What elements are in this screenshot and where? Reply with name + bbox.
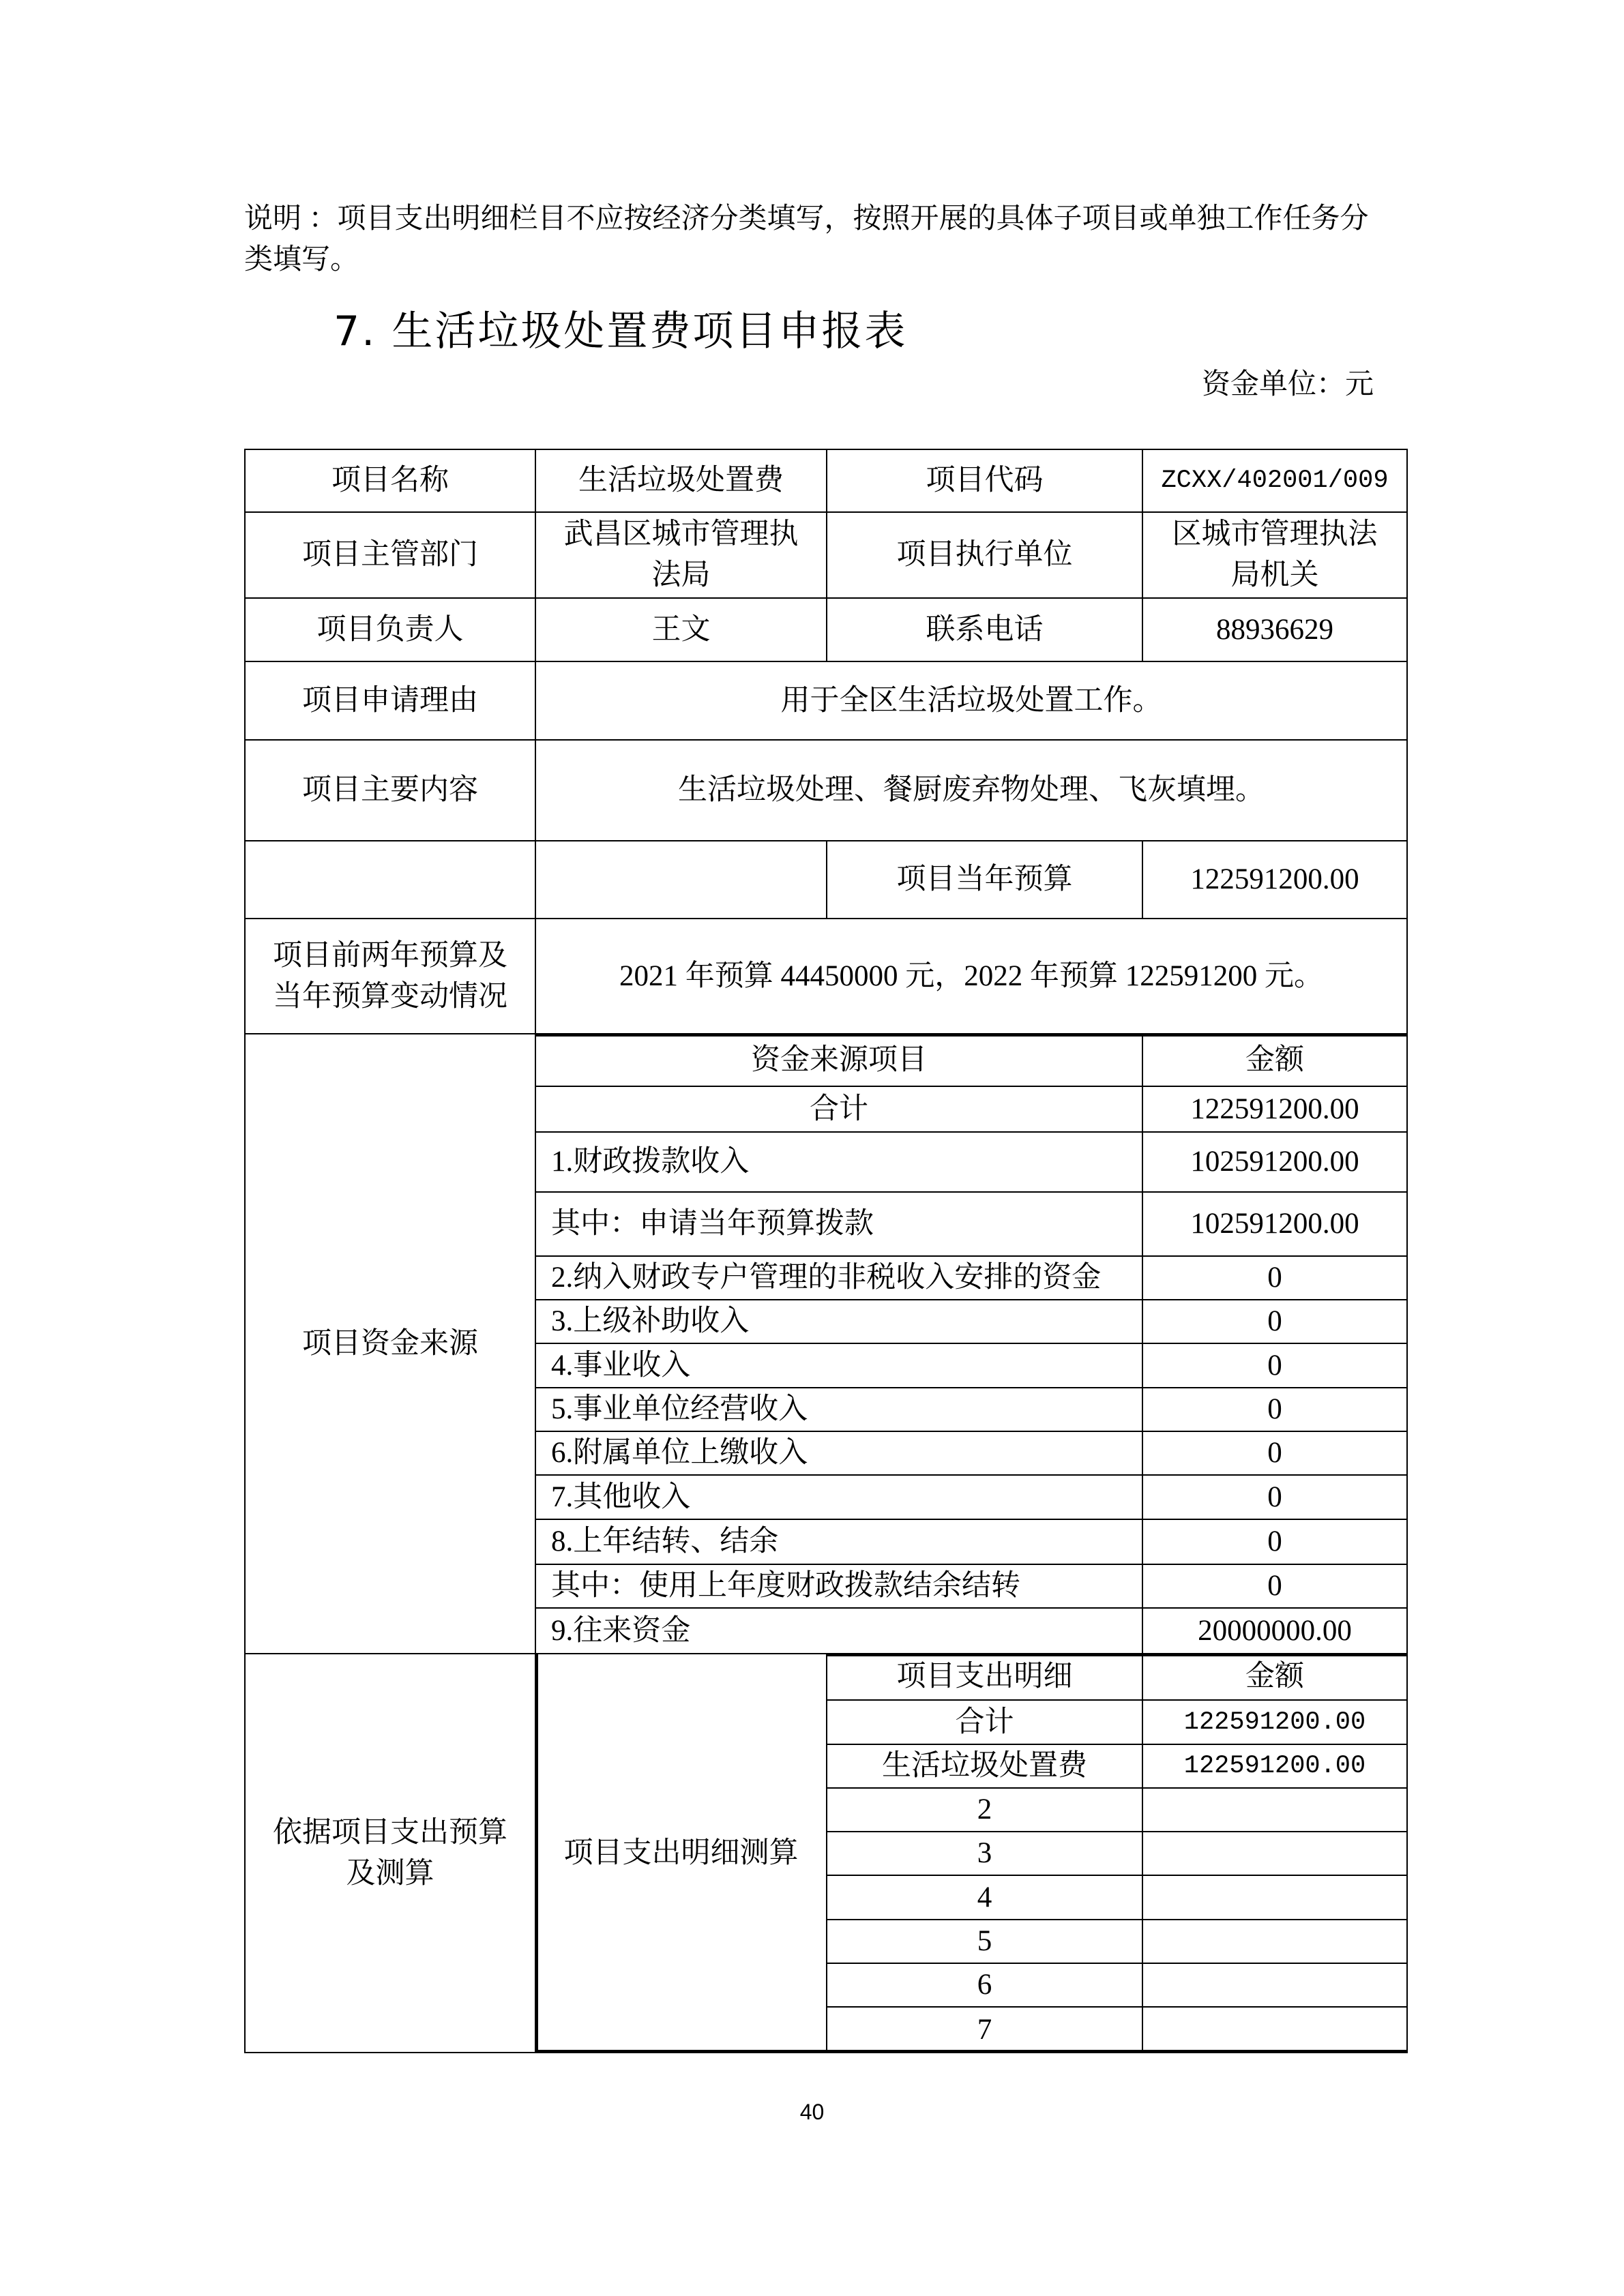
expenditure-section-label: 依据项目支出预算及测算: [246, 1654, 536, 2053]
expenditure-row-label: 3: [827, 1832, 1143, 1876]
explanatory-note: 说明 ：项目支出明细栏目不应按经济分类填写，按照开展的具体子项目或单独工作任务分类填写。: [244, 203, 1369, 275]
expenditure-row-label: 4: [827, 1876, 1143, 1920]
funding-row-amount: 0: [1143, 1344, 1408, 1388]
annual-budget-value: 122591200.00: [1143, 841, 1408, 919]
funding-row-label: 4.事业收入: [536, 1344, 1143, 1388]
currency-unit: 资金单位：元: [1201, 369, 1374, 400]
funding-row-amount: 102591200.00: [1143, 1133, 1408, 1193]
funding-row-label: 9.往来资金: [536, 1609, 1143, 1654]
funding-row-label: 7.其他收入: [536, 1476, 1143, 1520]
expenditure-row-amount-empty: [1143, 1964, 1408, 2008]
expenditure-row-label: 7: [827, 2008, 1143, 2053]
main-content-label: 项目主要内容: [246, 741, 536, 841]
project-name-value: 生活垃圾处置费: [536, 450, 827, 513]
project-declaration-table: [244, 449, 1408, 2053]
expenditure-row-label: 生活垃圾处置费: [827, 1745, 1143, 1789]
blank-cell: [246, 841, 536, 919]
expenditure-row-label: 2: [827, 1789, 1143, 1832]
budget-history-value: 2021 年预算 44450000 元，2022 年预算 122591200 元。: [536, 919, 1408, 1034]
expenditure-row-label: 6: [827, 1964, 1143, 2008]
expenditure-row-amount-empty: [1143, 2008, 1408, 2053]
funding-row-amount: 0: [1143, 1388, 1408, 1432]
funding-row-label: 其中：申请当年预算拨款: [536, 1193, 1143, 1257]
funding-row-amount: 0: [1143, 1300, 1408, 1344]
funding-row-amount: 0: [1143, 1257, 1408, 1300]
contact-phone-value: 88936629: [1143, 599, 1408, 662]
funding-row-label: 1.财政拨款收入: [536, 1133, 1143, 1193]
funding-row-amount: 102591200.00: [1143, 1193, 1408, 1257]
funding-row-amount: 0: [1143, 1520, 1408, 1565]
expenditure-row-amount: 122591200.00: [1143, 1745, 1408, 1789]
project-code-value: ZCXX/402001/009: [1143, 450, 1408, 513]
expenditure-row-amount-empty: [1143, 1876, 1408, 1920]
executing-unit-value: 区城市管理执法局机关: [1143, 513, 1408, 599]
expenditure-row-amount: 122591200.00: [1143, 1701, 1408, 1745]
funding-row-label: 其中：使用上年度财政拨款结余结转: [536, 1565, 1143, 1609]
project-name-label: 项目名称: [246, 450, 536, 513]
funding-row-amount: 0: [1143, 1565, 1408, 1609]
funding-header-amount: 金额: [1143, 1034, 1408, 1087]
supervising-dept-value: 武昌区城市管理执法局: [536, 513, 827, 599]
project-owner-label: 项目负责人: [246, 599, 536, 662]
application-reason-label: 项目申请理由: [246, 662, 536, 741]
executing-unit-label: 项目执行单位: [827, 513, 1143, 599]
funding-row-label: 5.事业单位经营收入: [536, 1388, 1143, 1432]
project-owner-value: 王文: [536, 599, 827, 662]
funding-row-amount: 122591200.00: [1143, 1087, 1408, 1133]
expenditure-detail-label: 项目支出明细测算: [536, 1654, 827, 2053]
expenditure-row-amount-empty: [1143, 1920, 1408, 1964]
form-title: 7. 生活垃圾处置费项目申报表: [334, 308, 908, 355]
expenditure-row-label: 合计: [827, 1701, 1143, 1745]
funding-row-label: 6.附属单位上缴收入: [536, 1432, 1143, 1476]
supervising-dept-label: 项目主管部门: [246, 513, 536, 599]
funding-row-label: 合计: [536, 1087, 1143, 1133]
blank-cell: [536, 841, 827, 919]
funding-row-label: 8.上年结转、结余: [536, 1520, 1143, 1565]
funding-section-label: 项目资金来源: [246, 1034, 536, 1654]
page-number: 40: [799, 2100, 825, 2124]
contact-phone-label: 联系电话: [827, 599, 1143, 662]
funding-row-amount: 0: [1143, 1432, 1408, 1476]
funding-row-label: 2.纳入财政专户管理的非税收入安排的资金: [536, 1257, 1143, 1300]
expenditure-row-label: 5: [827, 1920, 1143, 1964]
funding-row-amount: 20000000.00: [1143, 1609, 1408, 1654]
funding-row-amount: 0: [1143, 1476, 1408, 1520]
main-content-value: 生活垃圾处理、餐厨废弃物处理、飞灰填埋。: [536, 741, 1408, 841]
expenditure-row-amount-empty: [1143, 1832, 1408, 1876]
expenditure-header-item: 项目支出明细: [827, 1654, 1143, 1701]
annual-budget-label: 项目当年预算: [827, 841, 1143, 919]
funding-header-item: 资金来源项目: [536, 1034, 1143, 1087]
funding-row-label: 3.上级补助收入: [536, 1300, 1143, 1344]
project-code-label: 项目代码: [827, 450, 1143, 513]
budget-history-label: 项目前两年预算及当年预算变动情况: [246, 919, 536, 1034]
expenditure-header-amount: 金额: [1143, 1654, 1408, 1701]
application-reason-value: 用于全区生活垃圾处置工作。: [536, 662, 1408, 741]
expenditure-row-amount-empty: [1143, 1789, 1408, 1832]
